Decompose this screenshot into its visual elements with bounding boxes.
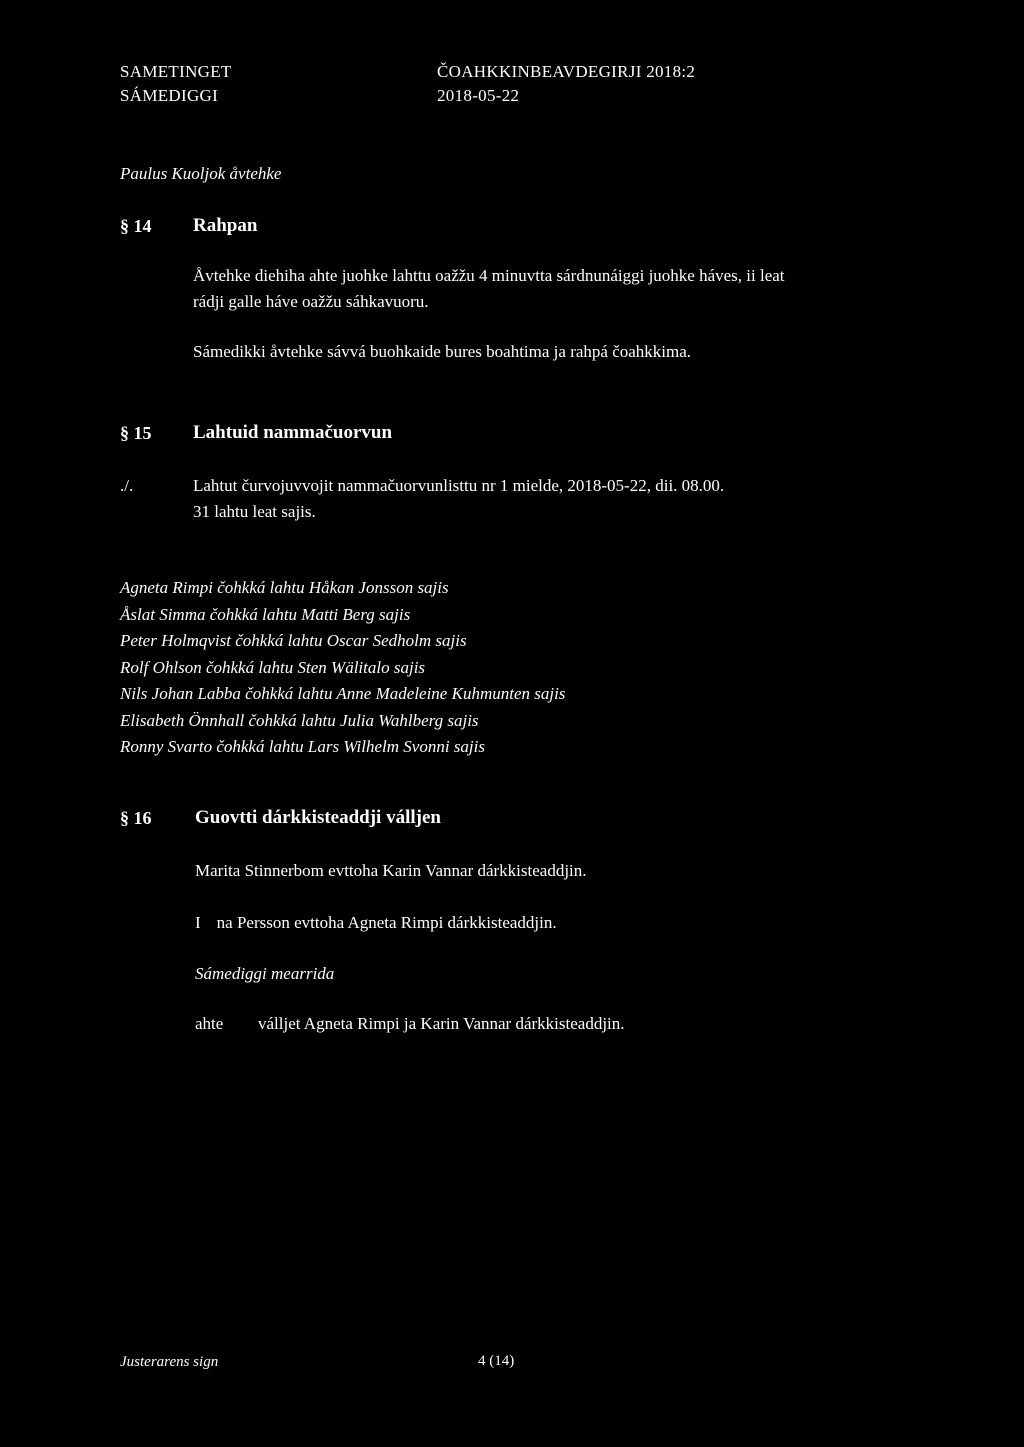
document-date: 2018-05-22	[437, 86, 520, 105]
substitute-entry: Rolf Ohlson čohkká lahtu Sten Wälitalo sajis	[120, 657, 426, 677]
proposal-2-initial: I	[195, 913, 201, 932]
substitute-entry: Peter Holmqvist čohkká lahtu Oscar Sedholm sajis	[120, 631, 467, 650]
document-title: ČOAHKKINBEAVDEGIRJI 2018:2	[437, 62, 696, 81]
substitute-entry: Elisabeth Önnhall čohkká lahtu Julia Wahlberg sajis	[120, 710, 479, 730]
section-15-line-2: 31 lahtu leat sajis.	[193, 502, 316, 521]
decision-text: válljet Agneta Rimpi ja Karin Vannar dárkkisteaddjin.	[258, 1014, 625, 1033]
section-14-title: Rahpan	[193, 215, 258, 236]
section-14-paragraph-2: Sámedikki åvtehke sávvá buohkaide bures boahtima ja rahpá čoahkkima.	[193, 342, 692, 361]
section-16-proposal-2	[195, 913, 557, 933]
section-15-line-1: Lahtut čurvojuvvojit nammačuorvunlisttu nr 1 mielde, 2018-05-22, dii. 08.00.	[193, 476, 725, 495]
org-name-sami: SÁMEDIGGI	[120, 86, 219, 105]
decision-heading: Sámediggi mearrida	[195, 964, 335, 983]
chair-note: Paulus Kuoljok åvtehke	[120, 164, 282, 183]
substitute-entry: Nils Johan Labba čohkká lahtu Anne Madeleine Kuhmunten sajis	[120, 684, 566, 703]
substitute-entry: Ronny Svarto čohkká lahtu Lars Wilhelm Svonni sajis	[120, 737, 485, 756]
substitute-entry: Agneta Rimpi čohkká lahtu Håkan Jonsson sajis	[120, 578, 449, 597]
section-14-paragraph-1-line-2: rádji galle háve oažžu sáhkavuoru.	[193, 292, 429, 311]
org-name-swedish: SAMETINGET	[120, 62, 232, 81]
substitute-entry: Åslat Simma čohkká lahtu Matti Berg sajis	[120, 604, 411, 624]
section-16-proposal-1: Marita Stinnerbom evttoha Karin Vannar dárkkisteaddjin.	[195, 861, 587, 880]
appendix-marker: ./.	[120, 476, 134, 495]
section-15-number: § 15	[120, 423, 152, 443]
signature-label: Justerarens sign	[120, 1354, 219, 1370]
page-number: 4 (14)	[478, 1353, 515, 1369]
section-16-number: § 16	[120, 808, 152, 828]
decision-word: ahte	[195, 1014, 224, 1033]
substitute-list	[120, 575, 565, 761]
proposal-2-text: na Persson evttoha Agneta Rimpi dárkkisteaddjin.	[216, 913, 557, 932]
section-15-title: Lahtuid nammačuorvun	[193, 422, 393, 443]
section-14-number: § 14	[120, 216, 152, 236]
section-16-title: Guovtti dárkkisteaddji válljen	[195, 807, 441, 828]
section-14-paragraph-1-line-1: Åvtehke diehiha ahte juohke lahttu oažžu 4 minuvtta sárdnunáiggi juohke háves, ii leat	[193, 266, 785, 285]
